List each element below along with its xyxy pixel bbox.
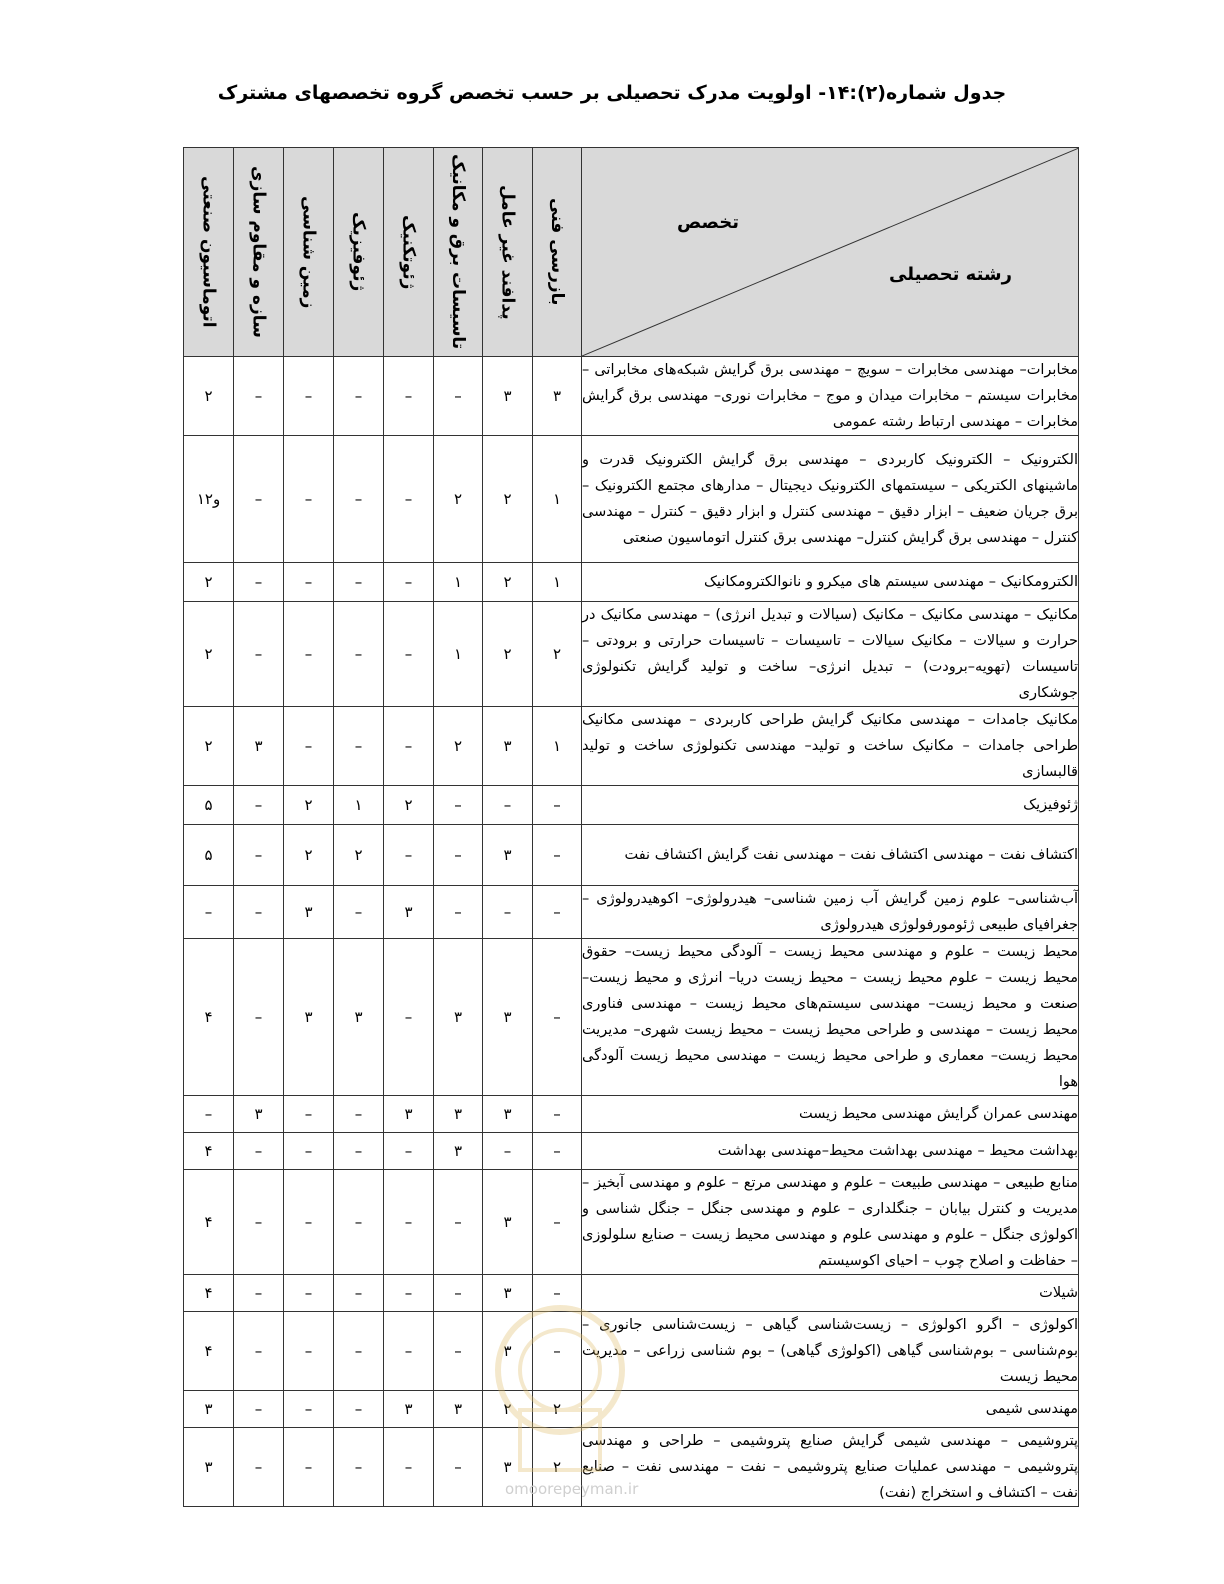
priority-cell: – xyxy=(434,1275,483,1312)
priority-cell: – xyxy=(533,1096,582,1133)
priority-cell: – xyxy=(234,886,284,939)
priority-cell: – xyxy=(384,1170,434,1275)
priority-cell: ۲ xyxy=(483,436,533,563)
table-row xyxy=(184,357,1079,436)
priority-cell: – xyxy=(234,357,284,436)
priority-cell: ۳ xyxy=(533,357,582,436)
priority-cell: ۳ xyxy=(483,939,533,1096)
priority-cell: – xyxy=(184,1096,234,1133)
priority-cell: ۳ xyxy=(234,1096,284,1133)
priority-cell: ۲ xyxy=(533,1391,582,1428)
table-row xyxy=(184,1391,1079,1428)
field-of-study-cell: شیلات xyxy=(582,1275,1079,1312)
priority-cell: – xyxy=(234,1133,284,1170)
priority-cell: ۵ xyxy=(184,786,234,825)
priority-cell: – xyxy=(234,602,284,707)
priority-cell: – xyxy=(483,786,533,825)
priority-cell: ۳ xyxy=(384,1096,434,1133)
priority-cell: ۳ xyxy=(434,1133,483,1170)
priority-cell: – xyxy=(334,1428,384,1507)
priority-cell: – xyxy=(434,357,483,436)
priority-cell: – xyxy=(234,1312,284,1391)
field-of-study-cell: الکترونیک – الکترونیک کاربردی – مهندسی برق گرایش الکترونیک قدرت و ماشینهای الکتریکی – سیستمهای الکترونیک دیجیتال – مدارهای مجتمع الکترونیک – برق جریان ضعیف – ابزار دقیق – مهندسی کنترل و ابزار دقیق – کنترل – مهندسی کنترل – مهندسی برق گرایش کنترل– مهندسی برق کنترل اتوماسیون صنعتی xyxy=(582,436,1079,563)
priority-cell: ۳ xyxy=(483,1312,533,1391)
priority-cell: – xyxy=(434,786,483,825)
priority-cell: – xyxy=(334,707,384,786)
table-row xyxy=(184,1096,1079,1133)
table-row xyxy=(184,786,1079,825)
table-row xyxy=(184,939,1079,1096)
priority-cell: – xyxy=(434,886,483,939)
priority-cell: – xyxy=(434,1170,483,1275)
priority-cell: ۳ xyxy=(284,886,334,939)
priority-cell: ۳ xyxy=(384,1391,434,1428)
priority-cell: ۲ xyxy=(483,1391,533,1428)
priority-cell: ۲ xyxy=(533,602,582,707)
priority-cell: ۳ xyxy=(184,1391,234,1428)
field-of-study-cell: مکانیک جامدات – مهندسی مکانیک گرایش طراحی کاربردی – مهندسی مکانیک طراحی جامدات – مکانیک ساخت و تولید– مهندسی تکنولوژی ساخت و تولید قالبسازی xyxy=(582,707,1079,786)
priority-cell: – xyxy=(483,1133,533,1170)
diagonal-line xyxy=(582,148,1079,356)
priority-cell: – xyxy=(284,1275,334,1312)
priority-cell: – xyxy=(434,1312,483,1391)
priority-cell: ۲ xyxy=(434,707,483,786)
field-of-study-cell: منابع طبیعی – مهندسی طبیعت – علوم و مهندسی مرتع – علوم و مهندسی آبخیز – مدیریت و کنترل بیابان – جنگلداری – علوم و مهندسی جنگل – جنگل شناسی و اکولوژی جنگل – علوم و مهندسی علوم و مهندسی محیط زیست – صنایع سلولوزی – حفاظت و اصلاح چوب – احیای اکوسیستم xyxy=(582,1170,1079,1275)
priority-cell: – xyxy=(284,1428,334,1507)
priority-cell: ۲ xyxy=(483,602,533,707)
priority-cell: ۱ xyxy=(533,563,582,602)
priority-cell: – xyxy=(234,939,284,1096)
col-header: اتوماسیون صنعتی xyxy=(184,148,234,357)
priority-cell: – xyxy=(284,436,334,563)
priority-cell: ۴ xyxy=(184,1312,234,1391)
priority-cell: – xyxy=(384,825,434,886)
priority-cell: – xyxy=(334,1133,384,1170)
priority-cell: – xyxy=(334,886,384,939)
field-of-study-cell: بهداشت محیط – مهندسی بهداشت محیط–مهندسی بهداشت xyxy=(582,1133,1079,1170)
priority-cell: ۱ xyxy=(533,436,582,563)
priority-cell: – xyxy=(334,436,384,563)
priority-cell: ۲ xyxy=(334,825,384,886)
priority-cell: – xyxy=(234,1391,284,1428)
priority-cell: ۴ xyxy=(184,939,234,1096)
priority-cell: – xyxy=(533,786,582,825)
priority-cell: ۳ xyxy=(184,1428,234,1507)
table-row xyxy=(184,1275,1079,1312)
priority-cell: ۲ xyxy=(284,825,334,886)
priority-cell: – xyxy=(334,1170,384,1275)
field-of-study-cell: آب‌شناسی– علوم زمین گرایش آب زمین شناسی– هیدرولوژی– اکوهیدرولوژی – جغرافیای طبیعی ژئومورفولوژی هیدرولوژی xyxy=(582,886,1079,939)
priority-cell: ۳ xyxy=(284,939,334,1096)
priority-cell: – xyxy=(334,1312,384,1391)
priority-cell: – xyxy=(384,602,434,707)
table-row xyxy=(184,1133,1079,1170)
priority-cell: – xyxy=(384,1133,434,1170)
field-of-study-cell: محیط زیست – علوم و مهندسی محیط زیست – آلودگی محیط زیست– حقوق محیط زیست – علوم محیط زیست – محیط زیست دریا– انرژی و محیط زیست– صنعت و محیط زیست– مهندسی سیستم‌های محیط زیست – مهندسی فناوری محیط زیست – مهندسی و طراحی محیط زیست – محیط زیست شهری– مدیریت محیط زیست– معماری و طراحی محیط زیست – مهندسی محیط زیست آلودگی هوا xyxy=(582,939,1079,1096)
priority-cell: ۴ xyxy=(184,1275,234,1312)
col-header: ژئوفیزیک xyxy=(334,148,384,357)
priority-cell: – xyxy=(334,602,384,707)
priority-cell: ۳ xyxy=(483,825,533,886)
priority-cell: – xyxy=(234,1170,284,1275)
priority-cell: – xyxy=(234,436,284,563)
col-header: تاسیسات برق و مکانیک xyxy=(434,148,483,357)
priority-cell: ۱ xyxy=(434,563,483,602)
priority-cell: ۳ xyxy=(483,707,533,786)
table-row xyxy=(184,1170,1079,1275)
watermark-logo-icon xyxy=(490,1260,630,1485)
table-row xyxy=(184,563,1079,602)
priority-cell: ۳ xyxy=(234,707,284,786)
priority-cell: – xyxy=(284,1312,334,1391)
priority-cell: ۳ xyxy=(483,1275,533,1312)
priority-table xyxy=(183,147,1079,1507)
priority-cell: – xyxy=(234,1275,284,1312)
priority-cell: ۱و۲ xyxy=(184,436,234,563)
priority-cell: ۲ xyxy=(184,602,234,707)
priority-cell: – xyxy=(384,939,434,1096)
priority-cell: ۲ xyxy=(533,1428,582,1507)
priority-cell: – xyxy=(284,1096,334,1133)
priority-cell: – xyxy=(334,1275,384,1312)
field-of-study-cell: پتروشیمی – مهندسی شیمی گرایش صنایع پتروشیمی – طراحی و مهندسی پتروشیمی – مهندسی عملیات صنایع پتروشیمی – نفت – مهندسی نفت – صنایع نفت – اکتشاف و استخراج (نفت) xyxy=(582,1428,1079,1507)
field-of-study-cell: اکتشاف نفت – مهندسی اکتشاف نفت – مهندسی نفت گرایش اکتشاف نفت xyxy=(582,825,1079,886)
priority-cell: ۲ xyxy=(384,786,434,825)
priority-cell: – xyxy=(384,1275,434,1312)
priority-cell: ۲ xyxy=(284,786,334,825)
priority-cell: – xyxy=(384,563,434,602)
field-of-study-cell: ژئوفیزیک xyxy=(582,786,1079,825)
priority-cell: – xyxy=(384,357,434,436)
priority-cell: – xyxy=(384,707,434,786)
priority-cell: – xyxy=(533,825,582,886)
priority-cell: – xyxy=(234,563,284,602)
table-row xyxy=(184,602,1079,707)
corner-header xyxy=(582,148,1079,357)
priority-cell: – xyxy=(533,886,582,939)
priority-cell: – xyxy=(234,786,284,825)
priority-cell: – xyxy=(384,1312,434,1391)
priority-cell: ۵ xyxy=(184,825,234,886)
corner-bottom-label: رشته تحصیلی xyxy=(889,264,1012,285)
priority-cell: ۲ xyxy=(184,707,234,786)
priority-cell: – xyxy=(284,1391,334,1428)
priority-cell: ۴ xyxy=(184,1170,234,1275)
priority-cell: – xyxy=(533,1275,582,1312)
table-row xyxy=(184,1312,1079,1391)
field-of-study-cell: مهندسی عمران گرایش مهندسی محیط زیست xyxy=(582,1096,1079,1133)
priority-cell: – xyxy=(384,436,434,563)
table-row xyxy=(184,436,1079,563)
table-row xyxy=(184,886,1079,939)
priority-cell: ۳ xyxy=(483,1096,533,1133)
priority-cell: ۳ xyxy=(483,357,533,436)
field-of-study-cell: مکانیک – مهندسی مکانیک – مکانیک (سیالات و تبدیل انرژی) – مهندسی مکانیک در حرارت و سیالات – مکانیک سیالات – تاسیسات – تاسیسات حرارتی و برودتی – تاسیسات (تهویه–برودت) – تبدیل انرژی– ساخت و تولید گرایش تکنولوژی جوشکاری xyxy=(582,602,1079,707)
field-of-study-cell: مخابرات– مهندسی مخابرات – سویچ – مهندسی برق گرایش شبکه‌های مخابراتی – مخابرات سیستم – مخابرات میدان و موج – مخابرات نوری– مهندسی برق گرایش مخابرات – مهندسی ارتباط رشته عمومی xyxy=(582,357,1079,436)
priority-cell: – xyxy=(533,1312,582,1391)
col-header: بازرسی فنی xyxy=(533,148,582,357)
priority-cell: ۳ xyxy=(334,939,384,1096)
field-of-study-cell: اکولوژی – اگرو اکولوژی – زیست‌شناسی گیاهی – زیست‌شناسی جانوری – بوم‌شناسی – بوم‌شناسی گیاهی (اکولوژی گیاهی) – بوم شناسی زراعی – مدیریت محیط زیست xyxy=(582,1312,1079,1391)
priority-cell: – xyxy=(334,1096,384,1133)
priority-cell: ۳ xyxy=(384,886,434,939)
priority-cell: – xyxy=(284,707,334,786)
priority-cell: – xyxy=(334,1391,384,1428)
priority-cell: ۲ xyxy=(483,563,533,602)
priority-cell: ۲ xyxy=(434,436,483,563)
priority-cell: ۲ xyxy=(184,563,234,602)
priority-cell: – xyxy=(284,1170,334,1275)
priority-cell: – xyxy=(184,886,234,939)
col-header: سازه و مقاوم سازی xyxy=(234,148,284,357)
priority-cell: – xyxy=(533,1170,582,1275)
priority-cell: ۳ xyxy=(434,1391,483,1428)
priority-cell: – xyxy=(234,1428,284,1507)
priority-cell: ۱ xyxy=(533,707,582,786)
priority-cell: – xyxy=(533,939,582,1096)
priority-cell: – xyxy=(284,563,334,602)
priority-cell: – xyxy=(384,1428,434,1507)
priority-cell: ۱ xyxy=(334,786,384,825)
priority-cell: – xyxy=(284,1133,334,1170)
corner-top-label: تخصص xyxy=(677,212,740,233)
col-header: پدافند غیر عامل xyxy=(483,148,533,357)
priority-cell: ۳ xyxy=(483,1170,533,1275)
priority-cell: – xyxy=(284,357,334,436)
field-of-study-cell: الکترومکانیک – مهندسی سیستم های میکرو و نانوالکترومکانیک xyxy=(582,563,1079,602)
priority-cell: – xyxy=(234,825,284,886)
priority-cell: – xyxy=(284,602,334,707)
priority-cell: – xyxy=(334,357,384,436)
priority-cell: ۳ xyxy=(483,1428,533,1507)
watermark-url: omoorepeyman.ir xyxy=(505,1480,639,1498)
table-row xyxy=(184,825,1079,886)
priority-cell: ۲ xyxy=(184,357,234,436)
priority-cell: – xyxy=(533,1133,582,1170)
priority-cell: – xyxy=(434,1428,483,1507)
priority-cell: – xyxy=(483,886,533,939)
table-row xyxy=(184,707,1079,786)
priority-cell: – xyxy=(434,825,483,886)
priority-cell: ۳ xyxy=(434,1096,483,1133)
priority-cell: – xyxy=(334,563,384,602)
priority-cell: ۱ xyxy=(434,602,483,707)
table-title: جدول شماره(۲):۱۴- اولویت مدرک تحصیلی بر حسب تخصص گروه تخصصهای مشترک xyxy=(217,82,1007,104)
col-header: ژئوتکنیک xyxy=(384,148,434,357)
col-header: زمین شناسی xyxy=(284,148,334,357)
header-row xyxy=(184,148,1079,357)
priority-cell: ۳ xyxy=(434,939,483,1096)
field-of-study-cell: مهندسی شیمی xyxy=(582,1391,1079,1428)
priority-cell: ۴ xyxy=(184,1133,234,1170)
